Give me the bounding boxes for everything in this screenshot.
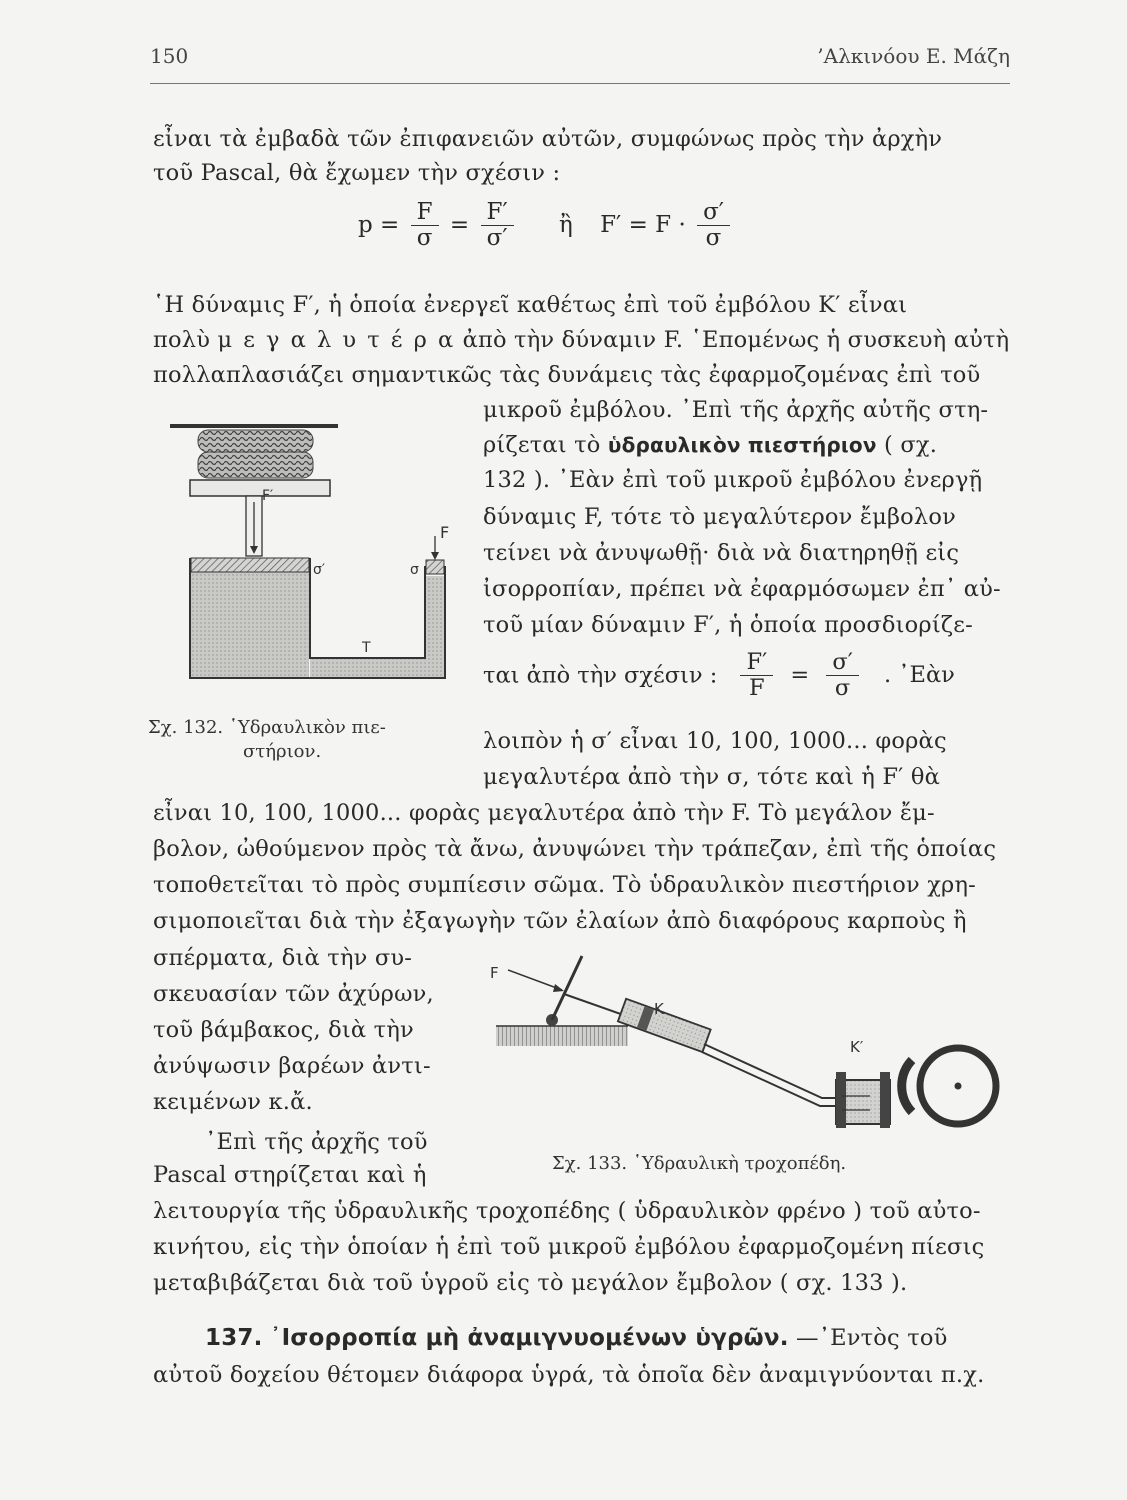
liquid-small [426, 576, 444, 659]
label-K: K [654, 1000, 664, 1018]
text-line: ῾Η δύναμις F′, ἡ ὁποία ἐνεργεῖ καθέτως ἐπὶ τοῦ ἐμβόλου K′ εἶναι [153, 292, 908, 318]
text-line: κειμένων κ.ἄ. [153, 1089, 313, 1115]
label-Fp: F′ [262, 488, 274, 504]
formula-fprime: F′ = F · [600, 211, 686, 238]
text-line: κινήτου, εἰς τὴν ὁποίαν ἡ ἐπὶ τοῦ μικροῦ ἐμβόλου ἐφαρμοζομένη πίεσις [153, 1234, 985, 1260]
label-sigma: σ [410, 562, 419, 578]
large-piston [191, 558, 309, 572]
figure-hydraulic-brake [482, 948, 1012, 1128]
formula-pressure [358, 200, 734, 252]
text-line: πολὺ μ ε γ α λ υ τ έ ρ α ἀπὸ τὴν δύναμιν F. ῾Επομένως ἡ συσκευὴ αὐτὴ [153, 327, 1010, 353]
text-line: ἰσορροπίαν, πρέπει νὰ ἐφαρμόσωμεν ἐπ᾿ αὐ- [483, 576, 1001, 602]
liquid-connector [310, 659, 444, 677]
fraction-Fp-sigmap: $\frac{F'}{\sigma'}$ [481, 200, 514, 252]
compressed-material-lower [198, 452, 313, 478]
text-line: 132 ). ᾿Εὰν ἐπὶ τοῦ μικροῦ ἐμβόλου ἐνεργῇ [483, 467, 983, 493]
text-line: εἶναι τὰ ἐμβαδὰ τῶν ἐπιφανειῶν αὐτῶν, συμφώνως πρὸς τὴν ἀρχὴν [153, 126, 943, 152]
drum-axle [955, 1083, 962, 1090]
label-F: F [490, 964, 499, 982]
text-line-with-fraction: ται ἀπὸ τὴν σχέσιν : $\frac{F'}{F}$ = $\frac{\sigma'}{\sigma}$ . ᾿Εὰν [483, 649, 955, 701]
master-cylinder [618, 999, 711, 1052]
text-line: τοῦ μίαν δύναμιν F′, ἡ ὁποία προσδιορίζε- [483, 612, 973, 638]
text-line: εἶναι 10, 100, 1000... φορὰς μεγαλυτέρα ἀπὸ τὴν F. Τὸ μεγάλον ἔμ- [153, 800, 935, 826]
press-table [190, 480, 330, 496]
liquid-large [191, 572, 309, 677]
text-line: τοποθετεῖται τὸ πρὸς συμπίεσιν σῶμα. Τὸ ὑδραυλικὸν πιεστήριον χρη- [153, 872, 976, 898]
text-line: Pascal στηρίζεται καὶ ἡ [153, 1162, 427, 1188]
brake-line [704, 1044, 836, 1098]
text-line: σκευασίαν τῶν ἀχύρων, [153, 981, 434, 1007]
spaced-emphasis: μ ε γ α λ υ τ έ ρ α [217, 327, 456, 353]
text-line: ᾿Επὶ τῆς ἀρχῆς τοῦ [205, 1129, 428, 1155]
text-line: λειτουργία τῆς ὑδραυλικῆς τροχοπέδης ( ὑδραυλικὸν φρένο ) τοῦ αὐτο- [153, 1198, 981, 1224]
caption-fig132: Σχ. 132. ῾Υδραυλικὸν πιε- στήριον. [148, 717, 386, 762]
formula-equals: = [449, 211, 470, 238]
fraction-sigmap-sigma-2: $\frac{\sigma'}{\sigma}$ [826, 650, 858, 701]
text-line: σιμοποιεῖται διὰ τὴν ἐξαγωγὴν τῶν ἐλαίων ἀπὸ διαφόρους καρποὺς ἢ [153, 908, 967, 934]
header-rule [150, 83, 1010, 84]
small-piston [426, 560, 444, 574]
label-F: F [440, 523, 450, 542]
text-line: τείνει νὰ ἀνυψωθῇ· διὰ νὰ διατηρηθῇ εἰς [483, 540, 960, 566]
compressed-material-upper [198, 430, 313, 452]
text-line: ἀνύψωσιν βαρέων ἀντι- [153, 1053, 431, 1079]
figure-hydraulic-press [160, 418, 460, 700]
formula-or: ἢ [559, 211, 573, 238]
fraction-Fp-F: $\frac{F'}{F}$ [740, 650, 773, 701]
formula-p: p = [358, 211, 400, 238]
large-piston-Kp-right [880, 1072, 890, 1128]
large-piston-Kp-left [836, 1072, 846, 1128]
label-T: T [362, 640, 371, 656]
text-line: σπέρματα, διὰ τὴν συ- [153, 945, 413, 971]
page-number: 150 [150, 44, 189, 68]
text-line: μικροῦ ἐμβόλου. ᾿Επὶ τῆς ἀρχῆς αὐτῆς στη- [483, 397, 989, 423]
caption-fig133: Σχ. 133. ῾Υδραυλικὴ τροχοπέδη. [552, 1153, 847, 1174]
section-title: ᾿Ισορροπία μὴ ἀναμιγνυομένων ὑγρῶν. [269, 1325, 789, 1351]
text-line: βολον, ὠθούμενον πρὸς τὰ ἄνω, ἀνυψώνει τὴν τράπεζαν, ἐπὶ τῆς ὁποίας [153, 836, 997, 862]
section-number: 137. [205, 1325, 263, 1351]
text-line: μεταβιβάζεται διὰ τοῦ ὑγροῦ εἰς τὸ μεγάλον ἔμβολον ( σχ. 133 ). [153, 1270, 908, 1296]
text-line: ρίζεται τὸ ὑδραυλικὸν πιεστήριον ( σχ. [483, 432, 938, 458]
floor-hatch [496, 1026, 628, 1046]
text-line: μεγαλυτέρα ἀπὸ τὴν σ, τότε καὶ ἡ F′ θὰ [483, 764, 940, 790]
text-line: λοιπὸν ἡ σ′ εἶναι 10, 100, 1000... φορὰς [483, 728, 947, 754]
label-sigma-prime: σ′ [313, 562, 326, 578]
text-line: πολλαπλασιάζει σημαντικῶς τὰς δυνάμεις τὰς ἐφαρμοζομένας ἐπὶ τοῦ [153, 362, 981, 388]
text-line: τοῦ βάμβακος, διὰ τὴν [153, 1017, 414, 1043]
fraction-sigmap-sigma: $\frac{\sigma'}{\sigma}$ [697, 200, 730, 252]
running-header-author: ’Αλκινόου Ε. Μάζη [817, 44, 1010, 68]
text-line: αὐτοῦ δοχείου θέτομεν διάφορα ὑγρά, τὰ ὁποῖα δὲν ἀναμιγνύονται π.χ. [153, 1362, 985, 1388]
text-line: τοῦ Pascal, θὰ ἔχωμεν τὴν σχέσιν : [153, 160, 561, 186]
brake-shoe [902, 1060, 912, 1112]
force-arrow-F [508, 970, 562, 990]
section-137-heading-line: 137. ᾿Ισορροπία μὴ ἀναμιγνυομένων ὑγρῶν. —᾿Εντὸς τοῦ [205, 1325, 948, 1351]
term-hydraulic-press: ὑδραυλικὸν πιεστήριον [607, 433, 877, 457]
press-top-plate [170, 424, 338, 428]
text-line: δύναμις F, τότε τὸ μεγαλύτερον ἔμβολον [483, 504, 957, 530]
fraction-F-sigma: $\frac{F}{\sigma}$ [411, 200, 439, 252]
label-K-prime: K′ [850, 1038, 864, 1056]
